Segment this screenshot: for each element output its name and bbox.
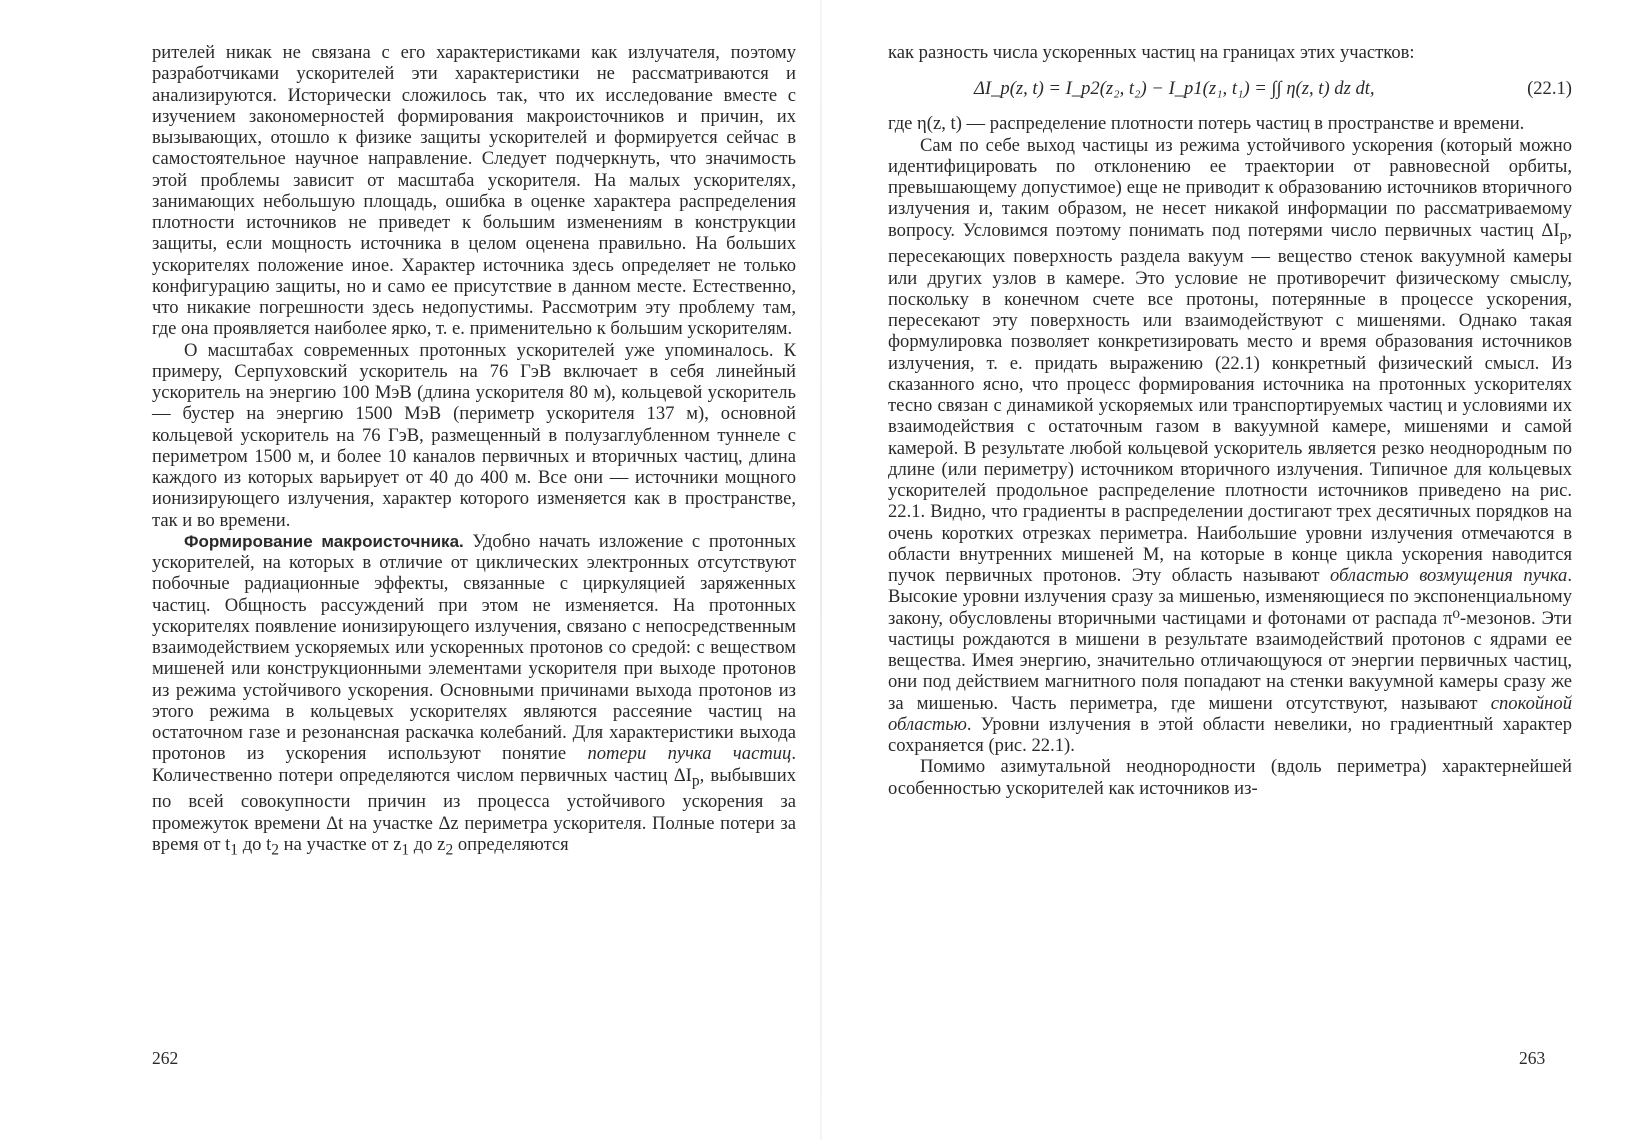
right-page — [822, 0, 1645, 1140]
right-paragraph-1: как разность числа ускоренных частиц на границах этих участков: — [888, 42, 1415, 63]
equation-number: (22.1) — [1527, 77, 1572, 99]
left-paragraph-2: О масштабах современных протонных ускорителей уже упоминалось. К примеру, Серпуховский ускоритель на 76 ГэВ включает в себя линейный ускоритель на энергию 100 МэВ (длина ускорителя 80 м), кольцевой ускоритель — бустер на энергию 1500 МэВ (периметр ускорителя 137 м), основной кольцевой ускоритель на 76 ГэВ, размещенный в полузаглубленном туннеле с периметром 1500 м, и более 10 каналов первичных и вторичных частиц, длина каждого из которых варьирует от 40 до 400 м. Все они — источники мощного ионизирующего излучения, характер которого изменяется как в пространстве, так и во времени. — [152, 339, 796, 531]
right-paragraph-3: Сам по себе выход частицы из режима устойчивого ускорения (который можно идентифицировать по отклонению ее траектории от равновесной орбиты, превышающему допустимое) еще не приводит к образованию источников вторичного излучения и, таким образом, не несет никакой информации по рассматриваемому вопросу. Условимся поэтому понимать под потерями число первичных частиц $\Delta I_p$, пересекающих поверхность раздела вакуум — вещество стенок вакуумной камеры или других узлов в камере. Это условие не противоречит физическому смыслу, поскольку в конечном счете все протоны, потерянные в процессе ускорения, пересекают эту поверхность или взаимодействуют с мишенями. Однако такая формулировка позволяет конкретизировать место и время образования источников излучения, т. е. придать выражению (22.1) конкретный физический смысл. Из сказанного ясно, что процесс формирования источника на протонных ускорителях тесно связан с динамикой ускоряемых или транспортируемых частиц и условиями их взаимодействия с остаточным газом в вакуумной камере, мишенями и самой камерой. В результате любой кольцевой ускоритель является резко неоднородным по длине (или периметру) источником вторичного излучения. Типичное для кольцевых ускорителей продольное распределение плотности источников приведено на рис. 22.1. Видно, что градиенты в распределении достигают трех десятичных порядков на очень коротких отрезках периметра. Наибольшие уровни излучения отмечаются в области внутренних мишеней M, на которые в конце цикла ускорения наводится пучок первичных протонов. Эту область называют областью возмущения пучка. Высокие уровни излучения сразу за мишенью, изменяющиеся по экспоненциальному закону, обусловлены вторичными частицами и фотонами от распада π⁰-мезонов. Эти частицы рождаются в мишени в результате взаимодействий протонов с ядрами ее вещества. Имея энергию, значительно отличающуюся от энергии первичных частиц, они под действием магнитного поля попадают на стенки вакуумной камеры сразу же за мишенью. Часть периметра, где мишени отсутствуют, называют спокойной областью. Уровни излучения в этой области невелики, но градиентный характер сохраняется (рис. 22.1). — [888, 134, 1573, 757]
term-quiet-region: спокойной областью — [888, 692, 1572, 735]
right-text-column — [888, 42, 1572, 799]
right-paragraph-4: Помимо азимутальной неоднородности (вдоль периметра) характернейшей особенностью ускорителей как источников из- — [888, 756, 1572, 799]
left-paragraph-3: Формирование макроисточника. Удобно начать изложение с протонных ускорителей, на которых в отличие от циклических электронных отсутствуют побочные радиационные эффекты, связанные с циркуляцией заряженных частиц. Общность рассуждений при этом не изменяется. На протонных ускорителях появление ионизирующего излучения, связано с непосредственным взаимодействием ускоряемых или ускоренных протонов со средой: с веществом мишеней или конструкционными элементами ускорителя при выходе протонов из режима устойчивого ускорения. Основными причинами выхода протонов из этого режима в кольцевых ускорителях являются рассеяние частиц на остаточном газе и резонансная раскачка колебаний. Для характеристики выхода протонов из ускорения используют понятие потери пучка частиц. Количественно потери определяются числом первичных частиц $\Delta I_p$, выбывших по всей совокупности причин из процесса устойчивого ускорения за промежуток времени Δt на участке Δz периметра ускорителя. Полные потери за время от $t_1$ до $t_2$ на участке от $z_1$ до $z_2$ определяются — [152, 530, 797, 859]
page-number-right: 263 — [1519, 1048, 1546, 1068]
left-text-column — [152, 42, 796, 861]
section-heading: Формирование макроисточника. — [184, 531, 464, 551]
term-beam-losses: потери пучка частиц — [587, 743, 792, 765]
left-page — [0, 0, 822, 1140]
equation-22-1 — [888, 63, 1572, 113]
term-disturbance-region: областью возмущения пучка — [1329, 565, 1568, 587]
equation-body: ΔI_p(z, t) = I_p2(z₂, t₂) − I_p1(z₁, t₁) = ∫∫ η(z, t) dz dt, — [974, 77, 1375, 99]
page-number-left: 262 — [152, 1048, 179, 1068]
right-paragraph-2: где η(z, t) — распределение плотности потерь частиц в пространстве и времени. — [888, 113, 1525, 135]
left-paragraph-1: рителей никак не связана с его характеристиками как излучателя, поэтому разработчиками ускорителей эти характеристики не рассматриваются и анализируются. Исторически сложилось так, что их исследование вместе с изучением закономерностей формирования макроисточников и причин, их вызывающих, отошло к физике защиты ускорителей и формируется сейчас в самостоятельное научное направление. Следует подчеркнуть, что значимость этой проблемы зависит от масштаба ускорителя. На малых ускорителях, занимающих небольшую площадь, ошибка в оценке характера распределения плотности источников не приведет к большим изменениям в конструкции защиты, если мощность источника в целом оценена правильно. На больших ускорителях положение иное. Характер источника здесь определяет не только конфигурацию защиты, но и само ее присутствие в данном месте. Естественно, что никакие погрешности здесь недопустимы. Рассмотрим эту проблему там, где она проявляется наиболее ярко, т. е. применительно к большим ускорителям. — [152, 42, 796, 340]
